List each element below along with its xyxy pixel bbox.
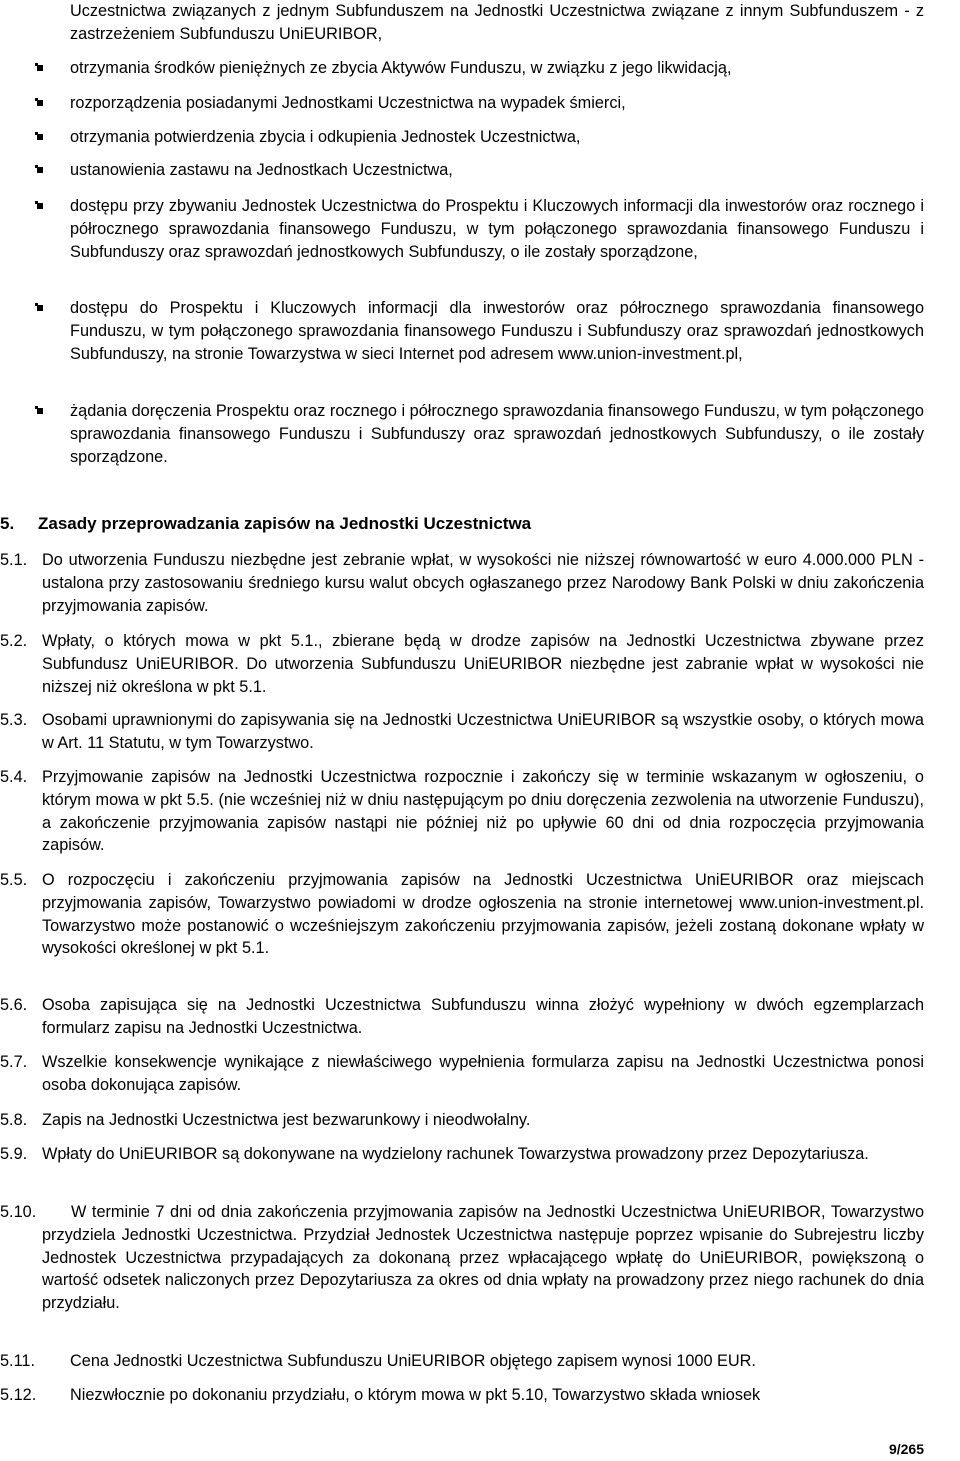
bullet-text: dostępu przy zbywaniu Jednostek Uczestnictwa do Prospektu i Kluczowych informacji dla inwestorów oraz rocznego i półrocznego sprawozdania finansowego Funduszu, w tym połączonego sprawozdania finansowego Funduszu i Subfunduszy oraz sprawozdań jednostkowych Subfunduszy, o ile zostały sporządzone, xyxy=(70,197,924,261)
bullet-text: ustanowienia zastawu na Jednostkach Uczestnictwa, xyxy=(70,161,453,179)
bullet-text: rozporządzenia posiadanymi Jednostkami Uczestnictwa na wypadek śmierci, xyxy=(70,94,626,112)
item-text: Cena Jednostki Uczestnictwa Subfunduszu UniEURIBOR objętego zapisem wynosi 1000 EUR. xyxy=(70,1352,756,1370)
bullet-square-icon xyxy=(37,408,43,414)
item-text: Przyjmowanie zapisów na Jednostki Uczestnictwa rozpocznie i zakończy się w terminie wskazanym w ogłoszeniu, o którym mowa w pkt 5.5. (nie wcześniej niż w dniu następującym po dniu doręczenia zezwolenia na utworzenie Funduszu), a zakończenie przyjmowania zapisów nastąpi nie później niż po upływie 60 dni od dnia rozpoczęcia przyjmowania zapisów. xyxy=(42,768,924,855)
list-item-5-4 xyxy=(0,766,924,857)
bullet-text: otrzymania potwierdzenia zbycia i odkupienia Jednostek Uczestnictwa, xyxy=(70,128,581,146)
item-number: 5.8. xyxy=(0,1111,28,1129)
intro-paragraph: Uczestnictwa związanych z jednym Subfunduszem na Jednostki Uczestnictwa związane z innym Subfunduszem - z zastrzeżeniem Subfunduszu UniEURIBOR, xyxy=(70,2,924,43)
list-item-5-9 xyxy=(0,1143,924,1166)
item-text: Osobami uprawnionymi do zapisywania się na Jednostki Uczestnictwa UniEURIBOR są wszystkie osoby, o których mowa w Art. 11 Statutu, w tym Towarzystwo. xyxy=(42,711,924,752)
bullet-item-4 xyxy=(70,159,924,182)
bullet-item-2 xyxy=(70,92,924,115)
list-item-5-3 xyxy=(0,709,924,755)
bullet-item-3 xyxy=(70,126,924,149)
bullet-square-icon xyxy=(37,203,43,209)
section-title-text: Zasady przeprowadzania zapisów na Jednostki Uczestnictwa xyxy=(38,514,532,533)
item-text: Wpłaty, o których mowa w pkt 5.1., zbierane będą w drodze zapisów na Jednostki Uczestnictwa zbywane przez Subfundusz UniEURIBOR. Do utworzenia Subfunduszu UniEURIBOR niezbędne jest zabranie wpłat w wysokości nie niższej niż określona w pkt 5.1. xyxy=(42,632,924,696)
item-number: 5.5. xyxy=(0,871,28,889)
page-number: 9/265 xyxy=(888,1441,924,1457)
bullet-item-1 xyxy=(70,57,924,80)
item-text: Wpłaty do UniEURIBOR są dokonywane na wydzielony rachunek Towarzystwa prowadzony przez Depozytariusza. xyxy=(42,1145,869,1163)
bullet-square-icon xyxy=(37,65,43,71)
item-number: 5.12. xyxy=(0,1386,37,1404)
bullet-square-icon xyxy=(37,305,43,311)
item-text: Do utworzenia Funduszu niezbędne jest zebranie wpłat, w wysokości nie niższej równowartość w euro 4.000.000 PLN - ustalona przy zastosowaniu średniego kursu walut obcych ogłaszanego przez Narodowy Bank Polski w dniu zakończenia przyjmowania zapisów. xyxy=(42,551,924,615)
item-text: W terminie 7 dni od dnia zakończenia przyjmowania zapisów na Jednostki Uczestnictwa UniEURIBOR, Towarzystwo przydziela Jednostki Uczestnictwa. Przydział Jednostek Uczestnictwa następuje poprzez wpisanie do Subrejestru liczby Jednostek Uczestnictwa przypadających za dokonaną przez wpłacającego wpłatę do UniEURIBOR, powiększoną o wartość odsetek naliczonych przez Depozytariusza za okres od dnia wpłaty na prowadzony przez niego rachunek do dnia przydziału. xyxy=(42,1203,924,1313)
item-number: 5.6. xyxy=(0,996,28,1014)
item-text: Osoba zapisująca się na Jednostki Uczestnictwa Subfunduszu winna złożyć wypełniony w dwóch egzemplarzach formularz zapisu na Jednostki Uczestnictwa. xyxy=(42,996,924,1037)
bullet-item-5 xyxy=(70,195,924,263)
list-item-5-11 xyxy=(0,1350,924,1373)
item-number: 5.3. xyxy=(0,711,28,729)
item-number: 5.11. xyxy=(0,1352,36,1370)
item-number: 5.2. xyxy=(0,632,28,650)
list-item-5-12 xyxy=(0,1384,924,1407)
bullet-text: żądania doręczenia Prospektu oraz rocznego i półrocznego sprawozdania finansowego Funduszu, w tym połączonego sprawozdania finansowego Funduszu i Subfunduszy oraz sprawozdań jednostkowych Subfunduszy, o ile zostały sporządzone. xyxy=(70,402,924,466)
list-item-5-5 xyxy=(0,869,924,960)
item-number: 5.10. xyxy=(0,1203,37,1221)
list-item-5-2 xyxy=(0,630,924,698)
bullet-square-icon xyxy=(37,100,43,106)
item-number: 5.9. xyxy=(0,1145,28,1163)
list-item-5-8 xyxy=(0,1109,924,1132)
item-text: O rozpoczęciu i zakończeniu przyjmowania zapisów na Jednostki Uczestnictwa UniEURIBOR oraz miejscach przyjmowania zapisów, Towarzystwo powiadomi w drodze ogłoszenia na stronie internetowej www.union-investment.pl. Towarzystwo może postanowić o wcześniejszym zakończeniu przyjmowania zapisów, jeżeli zostaną dokonane wpłaty w wysokości określonej w pkt 5.1. xyxy=(42,871,924,958)
bullet-text: otrzymania środków pieniężnych ze zbycia Aktywów Funduszu, w związku z jego likwidacją, xyxy=(70,59,732,77)
section-heading xyxy=(0,513,531,536)
item-text: Zapis na Jednostki Uczestnictwa jest bezwarunkowy i nieodwołalny. xyxy=(42,1111,531,1129)
list-item-5-1 xyxy=(0,549,924,617)
list-item-5-6 xyxy=(0,994,924,1040)
item-text: Wszelkie konsekwencje wynikające z niewłaściwego wypełnienia formularza zapisu na Jednostki Uczestnictwa ponosi osoba dokonująca zapisów. xyxy=(42,1053,924,1094)
list-item-5-10 xyxy=(0,1201,924,1315)
bullet-text: dostępu do Prospektu i Kluczowych informacji dla inwestorów oraz półrocznego sprawozdania finansowego Funduszu, w tym połączonego sprawozdania finansowego Funduszu i Subfunduszy oraz sprawozdań jednostkowych Subfunduszy, na stronie Towarzystwa w sieci Internet pod adresem www.union-investment.pl, xyxy=(70,299,924,363)
item-number: 5.7. xyxy=(0,1053,28,1071)
item-number: 5.4. xyxy=(0,768,28,786)
bullet-item-6 xyxy=(70,297,924,365)
item-number: 5.1. xyxy=(0,551,28,569)
section-number: 5. xyxy=(0,514,15,533)
list-item-5-7 xyxy=(0,1051,924,1097)
bullet-square-icon xyxy=(37,134,43,140)
bullet-square-icon xyxy=(37,167,43,173)
bullet-item-7 xyxy=(70,400,924,468)
item-text: Niezwłocznie po dokonaniu przydziału, o którym mowa w pkt 5.10, Towarzystwo składa wniosek xyxy=(70,1386,761,1404)
